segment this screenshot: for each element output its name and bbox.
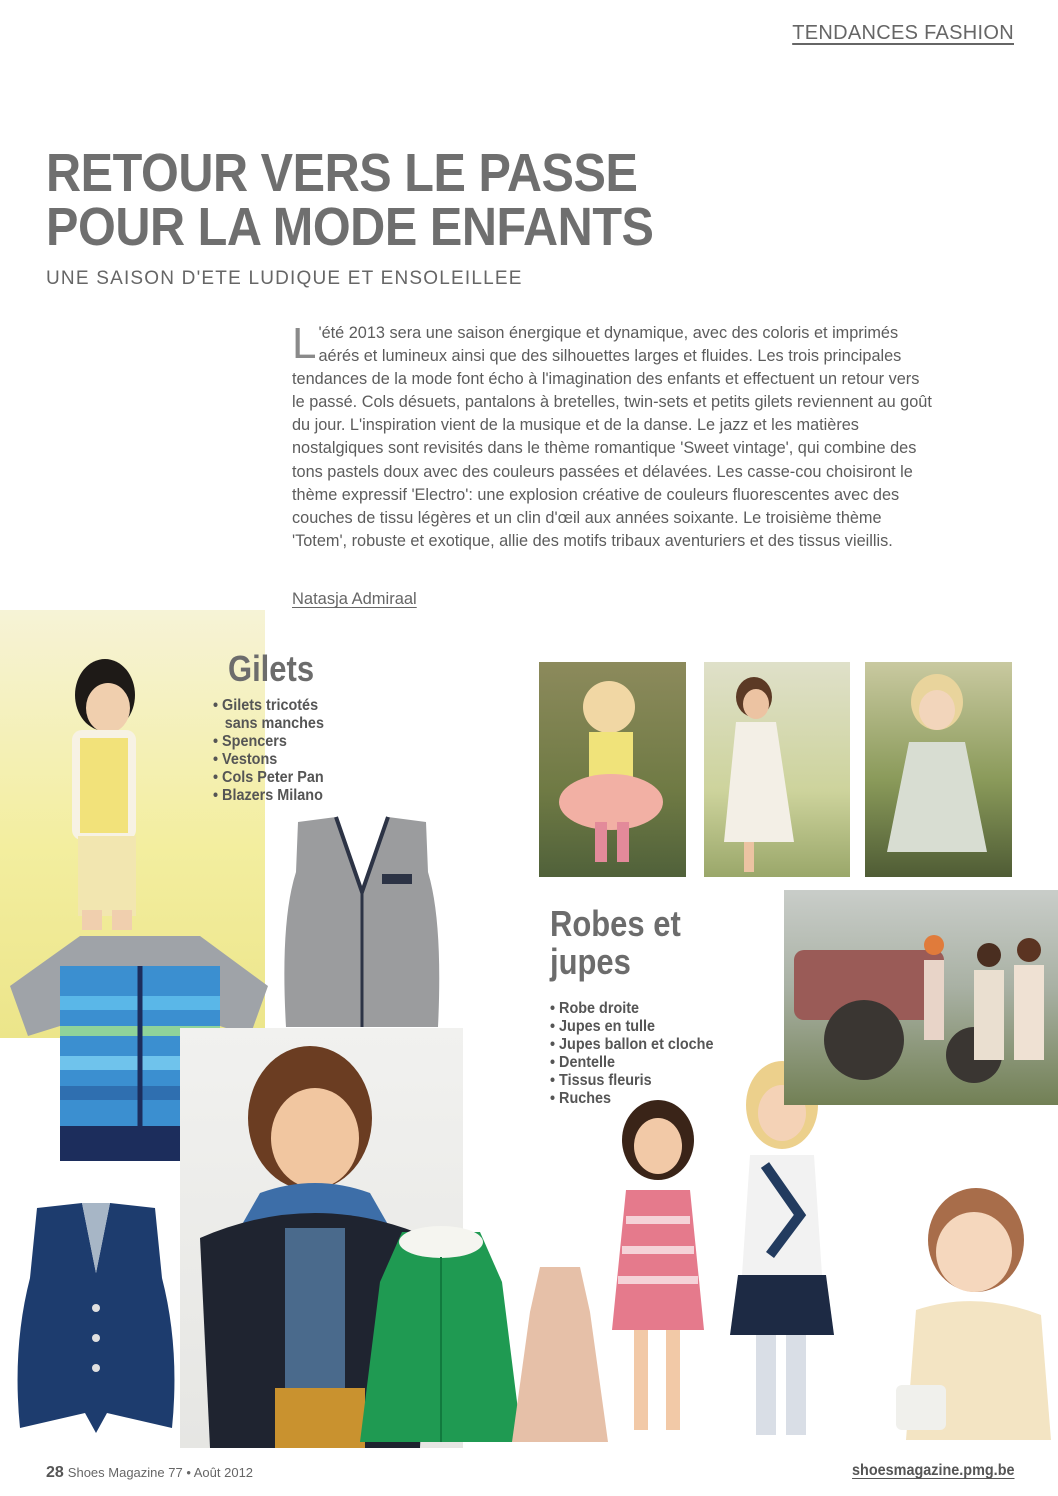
list-item: • Spencers bbox=[213, 733, 324, 751]
footer-left bbox=[46, 1464, 253, 1482]
article-title bbox=[46, 143, 654, 257]
page-number: 28 bbox=[46, 1464, 64, 1481]
title-line-1: RETOUR VERS LE PASSE bbox=[46, 143, 638, 203]
list-item: sans manches bbox=[224, 715, 324, 732]
girl-floral-photo bbox=[865, 662, 1012, 877]
gilets-heading: Gilets bbox=[228, 648, 315, 689]
website-link[interactable]: shoesmagazine.pmg.be bbox=[851, 1462, 1014, 1479]
tractor-photo bbox=[784, 890, 1058, 1105]
list-item: • Gilets tricotés bbox=[213, 697, 324, 715]
body-paragraph: 'été 2013 sera une saison énergique et dynamique, avec des coloris et imprimés aérés et lumineux ainsi que des silhouettes larges et fluides. Les trois principales tendances de la mode font écho à l'imagination des enfants et effectuent un retour vers le passé. Cols désuets, pantalons à bretelles, twin-sets et petits gilets reviennent au goût du jour. L'inspiration vient de la musique et de la danse. Le jazz et les matières nostalgiques sont revisités dans le thème romantique 'Sweet vintage', qui combine des tons pastels doux avec des couleurs passées et délavées. Les casse-cou choisiront le thème expressif 'Electro': une explosion créative de couleurs fluorescentes avec des couches de tissu légères et un clin d'œil aux années soixante. Le troisième thème 'Totem', robuste et exotique, allie des motifs tribaux aventuriers et des tissus vieillis. bbox=[292, 324, 932, 550]
toddler-tutu-photo bbox=[539, 662, 686, 877]
section-tag: TENDANCES FASHION bbox=[792, 22, 1014, 44]
list-item: • Robe droite bbox=[550, 1000, 713, 1018]
author-link[interactable]: Natasja Admiraal bbox=[292, 590, 417, 608]
list-item: • Tissus fleuris bbox=[550, 1072, 713, 1090]
list-item: • Cols Peter Pan bbox=[213, 769, 324, 787]
list-item: • Dentelle bbox=[550, 1054, 713, 1072]
navy-vest-photo bbox=[12, 1198, 180, 1438]
blonde-girl-photo bbox=[710, 1055, 850, 1450]
robes-list bbox=[550, 1000, 713, 1108]
issue-info: Shoes Magazine 77 • Août 2012 bbox=[67, 1465, 254, 1480]
girl-pink-dress-photo bbox=[586, 1100, 726, 1450]
list-item: • Jupes en tulle bbox=[550, 1018, 713, 1036]
list-item: • Jupes ballon et cloche bbox=[550, 1036, 713, 1054]
baby-photo bbox=[856, 1180, 1056, 1445]
list-item: • Vestons bbox=[213, 751, 324, 769]
list-item: • Ruches bbox=[550, 1090, 713, 1108]
list-item: • Blazers Milano bbox=[213, 787, 324, 805]
girl-running-photo bbox=[704, 662, 850, 877]
drop-cap: L bbox=[292, 319, 317, 368]
article-body bbox=[292, 319, 932, 553]
robes-heading: Robes et jupes bbox=[550, 903, 681, 982]
gilets-list bbox=[213, 697, 324, 805]
title-line-2: POUR LA MODE ENFANTS bbox=[46, 197, 654, 257]
grey-vest-photo bbox=[278, 812, 446, 1040]
green-dress-photo bbox=[352, 1222, 530, 1448]
article-subtitle: UNE SAISON D'ETE LUDIQUE ET ENSOLEILLEE bbox=[46, 268, 523, 289]
